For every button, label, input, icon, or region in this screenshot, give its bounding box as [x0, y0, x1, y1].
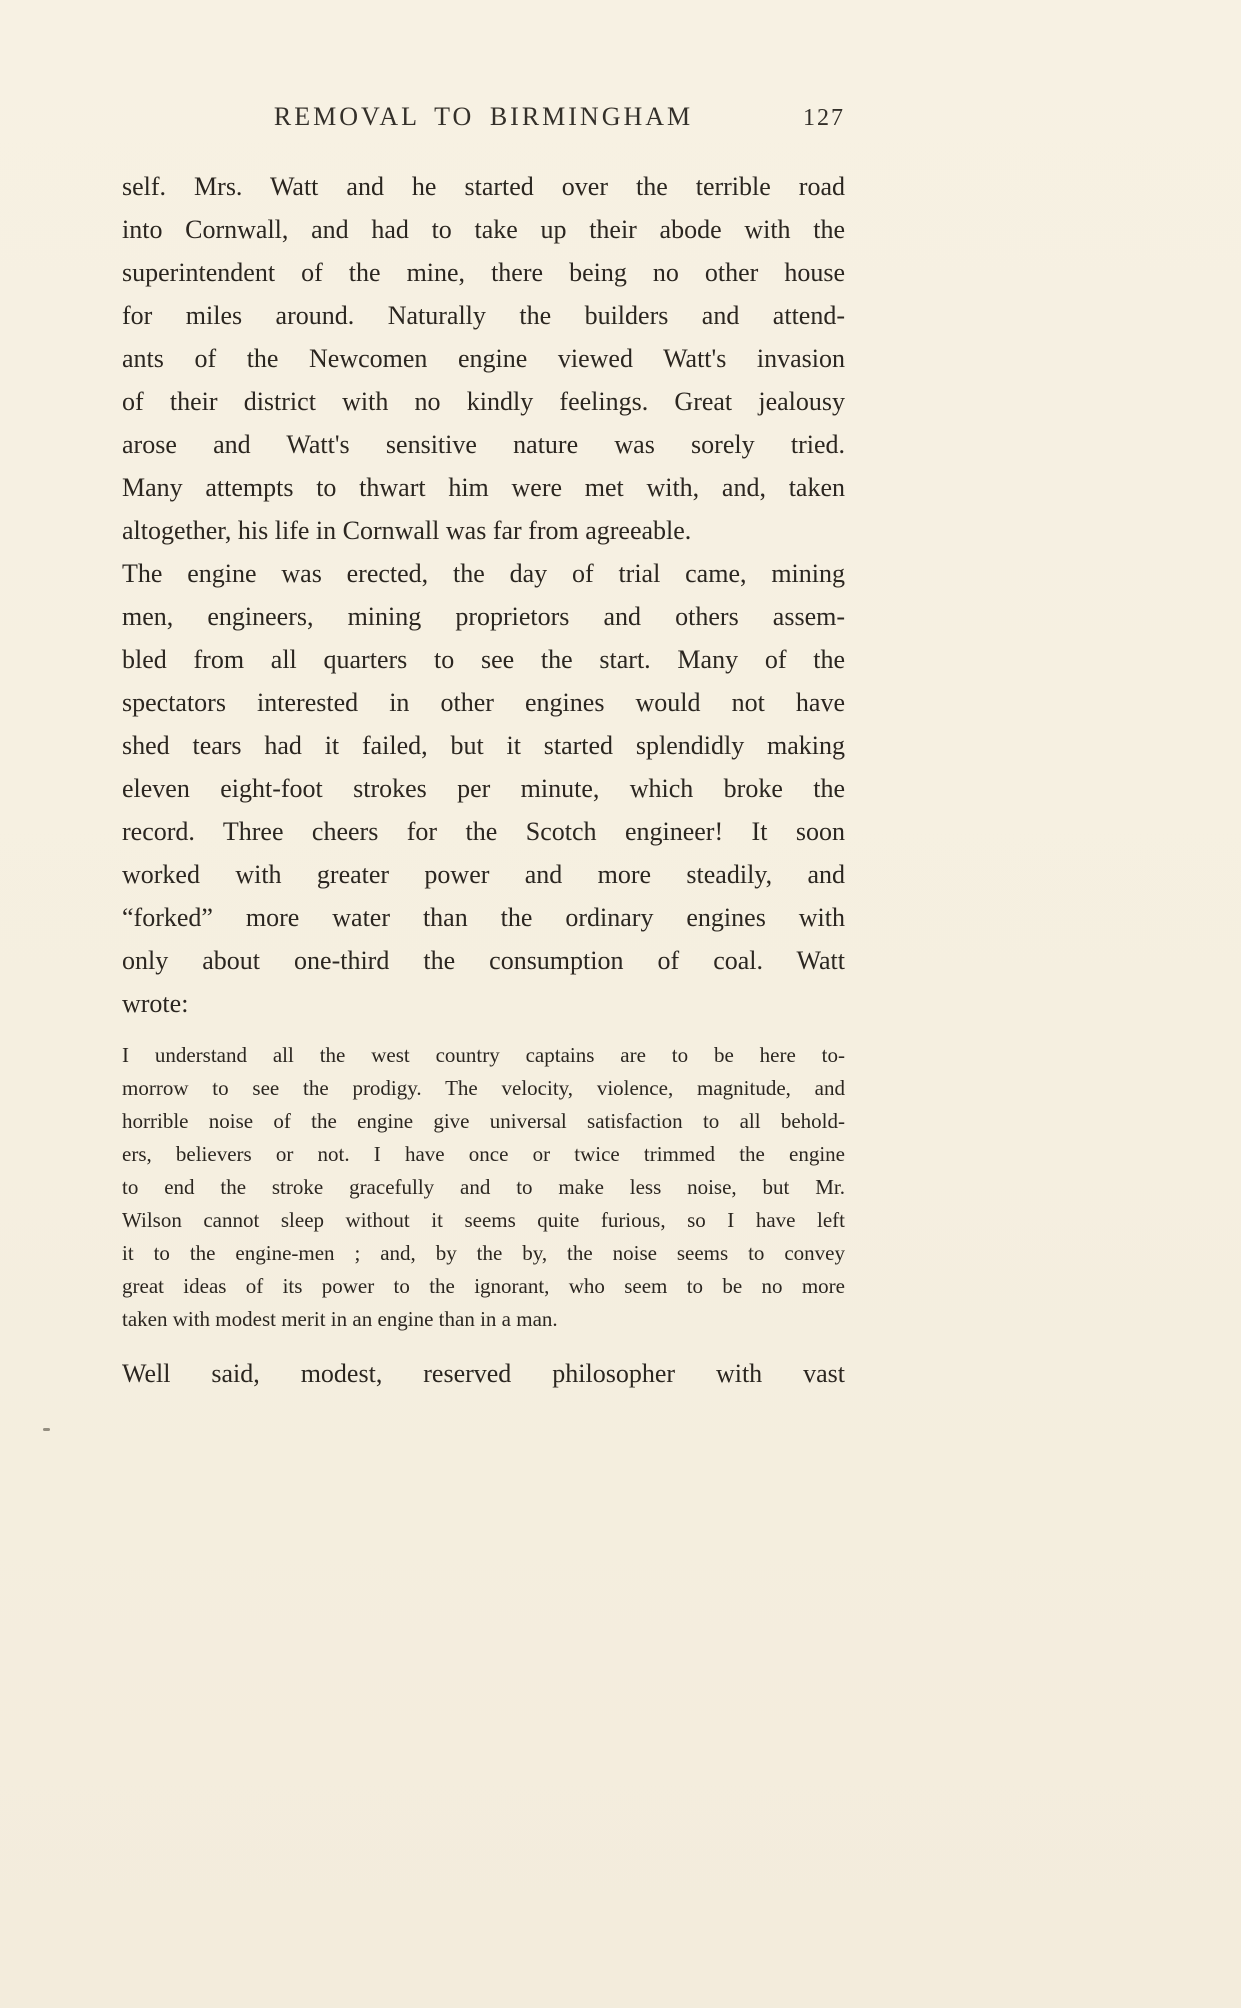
text-line: Many attempts to thwart him were met with, and, taken — [122, 473, 845, 502]
text-line: shed tears had it failed, but it started splendidly making — [122, 731, 845, 760]
text-line: altogether, his life in Cornwall was far from agreeable. — [122, 516, 692, 545]
text-line: “forked” more water than the ordinary engines with — [122, 903, 845, 932]
text-line: of their district with no kindly feelings. Great jealousy — [122, 387, 845, 416]
text-line: wrote: — [122, 989, 189, 1018]
text-line: record. Three cheers for the Scotch engineer! It soon — [122, 817, 845, 846]
header-right — [693, 100, 845, 135]
page-header — [122, 100, 845, 135]
text-line: bled from all quarters to see the start. Many of the — [122, 645, 845, 674]
scan-artifact — [43, 1428, 50, 1431]
text-column — [122, 100, 845, 1395]
text-line: eleven eight-foot strokes per minute, which broke the — [122, 774, 845, 803]
quote-line: I understand all the west country captains are to be here to- — [122, 1043, 845, 1067]
text-line: spectators interested in other engines would not have — [122, 688, 845, 717]
text-line: into Cornwall, and had to take up their abode with the — [122, 215, 845, 244]
quote-line: ers, believers or not. I have once or twice trimmed the engine — [122, 1142, 845, 1166]
text-line: Well said, modest, reserved philosopher with vast — [122, 1359, 845, 1388]
page-number: 127 — [803, 105, 846, 131]
quote-line: taken with modest merit in an engine than in a man. — [122, 1307, 558, 1331]
text-line: arose and Watt's sensitive nature was sorely tried. — [122, 430, 845, 459]
text-line: The engine was erected, the day of trial came, mining — [122, 559, 845, 588]
text-line: worked with greater power and more steadily, and — [122, 860, 845, 889]
quote-line: morrow to see the prodigy. The velocity, violence, magnitude, and — [122, 1076, 845, 1100]
text-line: only about one-third the consumption of coal. Watt — [122, 946, 845, 975]
quote-line: great ideas of its power to the ignorant, who seem to be no more — [122, 1274, 845, 1298]
quote-line: horrible noise of the engine give universal satisfaction to all behold- — [122, 1109, 845, 1133]
text-line: self. Mrs. Watt and he started over the terrible road — [122, 172, 845, 201]
quote-line: it to the engine-men ; and, by the by, the noise seems to convey — [122, 1241, 845, 1265]
running-head: REMOVAL TO BIRMINGHAM — [273, 102, 694, 131]
paragraph-1 — [122, 165, 845, 552]
paragraph-2 — [122, 552, 845, 1025]
quote-line: to end the stroke gracefully and to make less noise, but Mr. — [122, 1175, 845, 1199]
text-line: men, engineers, mining proprietors and others assem- — [122, 602, 845, 631]
paragraph-closing — [122, 1352, 845, 1395]
text-line: ants of the Newcomen engine viewed Watt's invasion — [122, 344, 845, 373]
text-line: superintendent of the mine, there being no other house — [122, 258, 845, 287]
quote-line: Wilson cannot sleep without it seems quite furious, so I have left — [122, 1208, 845, 1232]
text-line: for miles around. Naturally the builders and attend- — [122, 301, 845, 330]
block-quote — [122, 1039, 845, 1336]
